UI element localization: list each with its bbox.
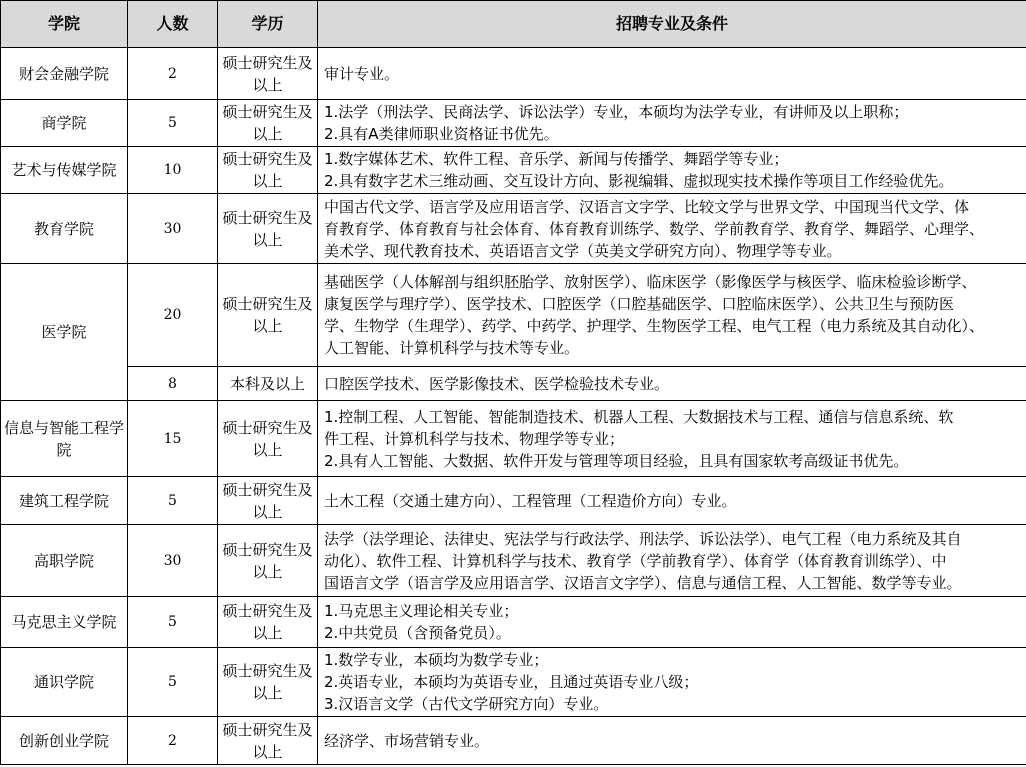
requirements-cell: [318, 401, 1026, 477]
requirement-line: 美术学、现代教育技术、英语语言文学（英美文学研究方向）、物理学等专业。: [324, 241, 842, 260]
education-cell: 硕士研究生及以上: [218, 717, 318, 765]
table-row: [1, 367, 1026, 401]
education-cell: 硕士研究生及以上: [218, 597, 318, 648]
education-cell: 硕士研究生及以上: [218, 147, 318, 194]
count-cell: 2: [128, 48, 218, 100]
count-cell: 5: [128, 477, 218, 525]
education-cell: 硕士研究生及以上: [218, 48, 318, 100]
requirement-line: 法学（法学理论、法律史、宪法学与行政法学、刑法学、诉讼法学）、电气工程（电力系统及其自: [324, 529, 962, 548]
requirement-line: 康复医学与理疗学）、医学技术、口腔医学（口腔基础医学、口腔临床医学）、公共卫生与预防医: [324, 295, 955, 313]
college-cell: 商学院: [1, 100, 128, 147]
education-cell: 本科及以上: [218, 367, 318, 401]
education-cell: 硕士研究生及以上: [218, 525, 318, 597]
education-cell: 硕士研究生及以上: [218, 477, 318, 525]
count-cell: 30: [128, 194, 218, 264]
count-cell: 10: [128, 147, 218, 194]
header-row: [1, 1, 1026, 48]
requirements-cell: [318, 477, 1026, 525]
requirements-cell: [318, 367, 1026, 401]
requirements-cell: [318, 147, 1026, 194]
count-cell: 2: [128, 717, 218, 765]
requirement-line: 件工程、计算机科学与技术、物理学等专业；: [324, 429, 625, 448]
requirement-line: 人工智能、计算机科学与技术等专业。: [324, 339, 580, 357]
requirement-line: 2.英语专业，本硕均为英语专业，且通过英语专业八级；: [324, 673, 699, 691]
header-requirements: 招聘专业及条件: [318, 1, 1026, 48]
table-row: [1, 100, 1026, 147]
college-cell: 建筑工程学院: [1, 477, 128, 525]
header-count: 人数: [128, 1, 218, 48]
requirement-line: 国语言文学（语言学及应用语言学、汉语言文字学）、信息与通信工程、人工智能、数学等专业。: [324, 573, 962, 592]
college-cell: 医学院: [1, 264, 128, 401]
requirement-line: 中国古代文学、语言学及应用语言学、汉语言文字学、比较文学与世界文学、中国现当代文学、体: [324, 197, 970, 216]
requirement-line: 2.具有人工智能、大数据、软件开发与管理等项目经验，且具有国家软考高级证书优先。: [324, 451, 909, 470]
requirements-cell: [318, 100, 1026, 147]
count-cell: 5: [128, 597, 218, 648]
education-cell: 硕士研究生及以上: [218, 648, 318, 717]
count-cell: 15: [128, 401, 218, 477]
requirement-line: 1.数学专业，本硕均为数学专业；: [324, 651, 549, 669]
college-cell: 马克思主义学院: [1, 597, 128, 648]
requirement-line: 口腔医学技术、医学影像技术、医学检验技术专业。: [324, 374, 670, 393]
requirement-line: 2.具有A类律师职业资格证书优先。: [324, 125, 559, 143]
education-cell: 硕士研究生及以上: [218, 264, 318, 367]
requirements-cell: [318, 717, 1026, 765]
table-row: [1, 264, 1026, 367]
requirement-line: 3.汉语言文学（古代文学研究方向）专业。: [324, 695, 609, 713]
college-cell: 创新创业学院: [1, 717, 128, 765]
requirement-line: 1.控制工程、人工智能、智能制造技术、机器人工程、大数据技术与工程、通信与信息系统、软: [324, 407, 954, 426]
requirements-cell: [318, 48, 1026, 100]
count-cell: 5: [128, 100, 218, 147]
table-row: [1, 717, 1026, 765]
requirement-line: 学、生物学（生理学）、药学、中药学、护理学、生物医学工程、电气工程（电力系统及其自动化）、: [324, 317, 985, 335]
education-cell: 硕士研究生及以上: [218, 401, 318, 477]
requirement-line: 1.法学（刑法学、民商法学、诉讼法学）专业，本硕均为法学专业，有讲师及以上职称；: [324, 103, 909, 121]
requirement-line: 土木工程（交通土建方向）、工程管理（工程造价方向）专业。: [324, 491, 737, 510]
requirement-line: 动化）、软件工程、计算机科学与技术、教育学（学前教育学）、体育学（体育教育训练学）、中: [324, 551, 947, 570]
count-cell: 8: [128, 367, 218, 401]
education-cell: 硕士研究生及以上: [218, 100, 318, 147]
table-row: [1, 477, 1026, 525]
education-cell: 硕士研究生及以上: [218, 194, 318, 264]
requirement-line: 经济学、市场营销专业。: [324, 731, 490, 750]
table-row: [1, 147, 1026, 194]
table-row: [1, 525, 1026, 597]
requirement-line: 1.数字媒体艺术、软件工程、音乐学、新闻与传播学、舞蹈学等专业；: [324, 150, 789, 168]
requirements-cell: [318, 648, 1026, 717]
college-cell: 教育学院: [1, 194, 128, 264]
college-cell: 高职学院: [1, 525, 128, 597]
count-cell: 20: [128, 264, 218, 367]
header-education: 学历: [218, 1, 318, 48]
table-row: [1, 648, 1026, 717]
count-cell: 5: [128, 648, 218, 717]
requirement-line: 审计专业。: [324, 64, 400, 83]
table-row: [1, 48, 1026, 100]
college-cell: 信息与智能工程学院: [1, 401, 128, 477]
requirements-cell: [318, 525, 1026, 597]
requirement-line: 1.马克思主义理论相关专业；: [324, 602, 519, 620]
college-cell: 财会金融学院: [1, 48, 128, 100]
table-row: [1, 597, 1026, 648]
requirements-cell: [318, 264, 1026, 367]
requirement-line: 2.中共党员（含预备党员）。: [324, 624, 511, 642]
requirement-line: 基础医学（人体解剖与组织胚胎学、放射医学）、临床医学（影像医学与核医学、临床检验诊断学、: [324, 273, 977, 291]
requirement-line: 育教育学、体育教育与社会体育、体育教育训练学、数学、学前教育学、教育学、舞蹈学、心理学、: [324, 219, 985, 238]
count-cell: 30: [128, 525, 218, 597]
table-row: [1, 401, 1026, 477]
requirements-cell: [318, 597, 1026, 648]
requirements-cell: [318, 194, 1026, 264]
table-row: [1, 194, 1026, 264]
requirement-line: 2.具有数字艺术三维动画、交互设计方向、影视编辑、虚拟现实技术操作等项目工作经验优先。: [324, 172, 954, 190]
header-college: 学院: [1, 1, 128, 48]
college-cell: 艺术与传媒学院: [1, 147, 128, 194]
college-cell: 通识学院: [1, 648, 128, 717]
